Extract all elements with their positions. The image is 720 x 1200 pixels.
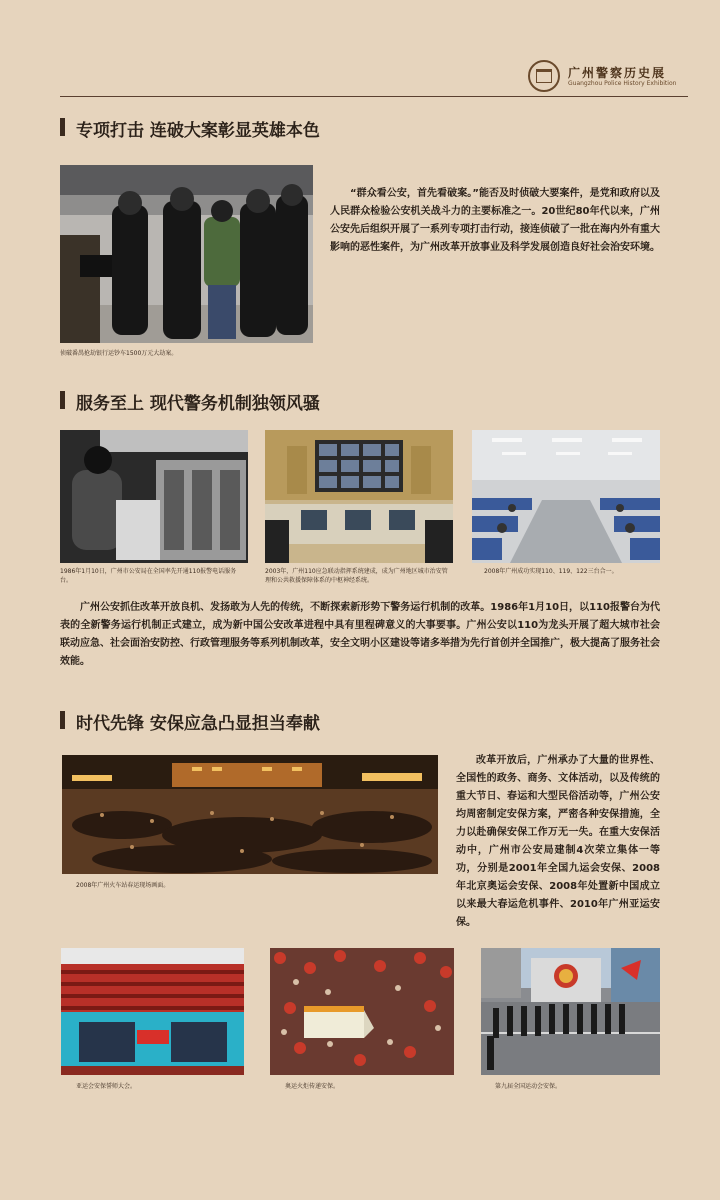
header-divider [60, 96, 688, 97]
section2-caption-1: 1986年1月10日，广州市公安局在全国率先开通110报警电话服务台。 [60, 568, 237, 584]
section3-caption-2: 奥运火炬传递安保。 [285, 1083, 340, 1090]
section3-caption-1: 亚运会安保誓师大会。 [76, 1083, 137, 1090]
section3-title: 时代先锋 安保应急凸显担当奉献 [60, 709, 320, 734]
section2-photo-call-center [472, 430, 660, 563]
section1-photo-arrest [60, 165, 313, 343]
section3-paragraph: 改革开放后，广州承办了大量的世界性、全国性的政务、商务、文体活动，以及传统的重大节日、春运和大型民俗活动等，广州公安均周密制定安保方案，严密各种安保措施，全力以赴确保安保工作万无一失。在重大安保活动中，广州市公安局建制4次荣立集体一等功，分别是2001年全国九运会安保、2008年北京奥运会安保、2008年处置新中国成立以来最大春运危机事件、2010年广州亚运安保。 [456, 755, 660, 928]
exhibition-logo [528, 60, 688, 96]
section1-title: 专项打击 连破大案彰显英雄本色 [60, 116, 320, 141]
section3-main-caption: 2008年广州火车站春运现场画面。 [76, 882, 170, 889]
section3-photo-torch-relay [270, 948, 454, 1075]
section2-title: 服务至上 现代警务机制独领风骚 [60, 389, 320, 414]
section3-photo-railway-station [62, 755, 438, 874]
section3-photo-asian-games-rally [61, 948, 244, 1075]
police-seal-icon [528, 60, 560, 92]
section2-photo-command-center [265, 430, 453, 563]
section2-caption-2: 2003年，广州110应急联动指挥系统建成，成为广州地区城市治安管理和公共救援保障体系的中枢神经系统。 [265, 568, 448, 584]
logo-title: 广州警察历史展 [568, 66, 667, 80]
section1-paragraph: “群众看公安，首先看破案。”能否及时侦破大要案件，是党和政府以及人民群众检验公安机关战斗力的主要标准之一。20世纪80年代以来，广州公安先后组织开展了一系列专项打击行动，接连侦破了一批在海内外有重大影响的恶性案件，为广州改革开放事业及科学发展创造良好社会治安环境。 [330, 188, 660, 253]
section2-caption-3: 2008年广州成功实现110、119、122三台合一。 [484, 568, 618, 575]
section1-photo-caption: 侦破番禺抢劫银行运钞车1500万元大劫案。 [60, 350, 178, 357]
section2-paragraph: 广州公安抓住改革开放良机、发扬敢为人先的传统，不断探索新形势下警务运行机制的改革。1986年1月10日，以110报警台为代表的全新警务运行机制正式建立，成为新中国公安改革进程中具有里程碑意义的大事要事。广州公安以110为龙头开展了超大城市社会联动应急、社会面治安防控、行政管理服务等系列机制改革，安全文明小区建设等诸多举措为先行首创并全国推广，极大提高了服务社会效能。 [60, 602, 660, 667]
section3-photo-national-games-parade [481, 948, 660, 1075]
logo-subtitle: Guangzhou Police History Exhibition [568, 80, 677, 87]
section2-photo-110-operators [60, 430, 248, 563]
section3-caption-3: 第九届全国运动会安保。 [495, 1083, 562, 1090]
